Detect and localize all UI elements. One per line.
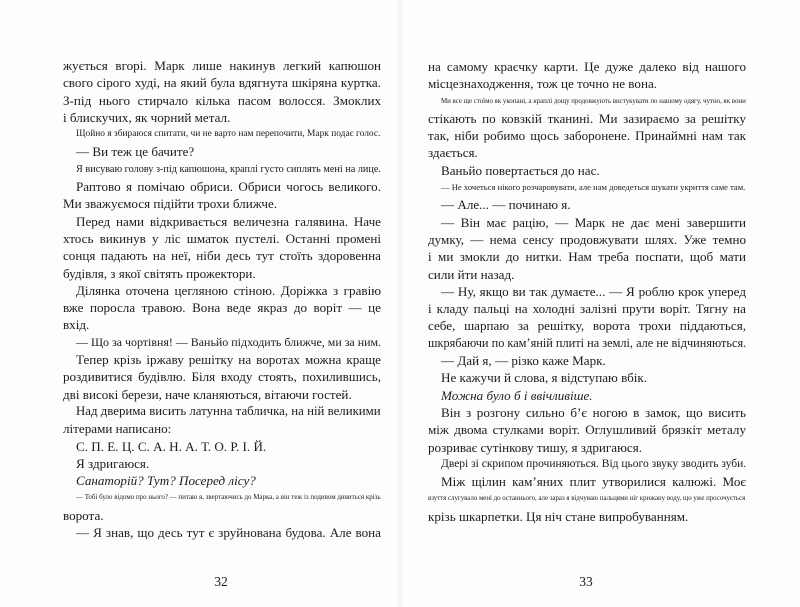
text-line: — Ви теж це бачите?	[76, 144, 195, 160]
right-page	[428, 58, 746, 525]
text-line: і кладу пальці на холодні залізні прути воріт. Тягну на	[428, 301, 746, 317]
text-line: будівля, з якої світять прожектори.	[63, 265, 256, 281]
text-line: Ваньйо повертається до нас.	[441, 162, 600, 178]
text-line: крізь шкарпетки. Ця ніч стане випробуванням.	[428, 508, 689, 524]
text-line: роздивитися будівлю. Біля входу стоять, похилившись,	[63, 369, 381, 385]
text-line: З-під нього стирчало кілька пасом волосся. Змоклих	[63, 92, 381, 108]
text-line: дві високі берези, наче кланяються, вітаючи гостей.	[63, 386, 352, 402]
text-line: на самому краєчку карти. Це дуже далеко від нашого	[428, 59, 746, 74]
page-number-left: 32	[214, 574, 228, 589]
text-line: — Тобі було відомо про нього? — питаю я, звертаючись до Марка, а він теж із подивом дивиться крізь	[76, 493, 381, 502]
text-line: Двері зі скрипом прочиняються. Від цього звуку зводить зуби.	[441, 457, 747, 470]
text-line: — Що за чортівня! — Ваньйо підходить ближче, ми за ним.	[76, 334, 382, 349]
text-line: стікають по ковзкій тканині. Ми зазираємо за решітку	[428, 110, 746, 126]
text-line: Санаторій? Тут? Посеред лісу?	[76, 473, 256, 489]
text-line: Можна було б і ввічливіше.	[441, 387, 593, 403]
text-line: ворота.	[63, 507, 104, 523]
text-line: свого сірого худі, на який була вдягнута шкіряна куртка.	[63, 75, 381, 91]
text-line: — Не хочеться нікого розчаровувати, але нам доведеться шукати укриття саме там.	[441, 182, 746, 193]
text-line: Ми все ще стоїмо як укопані, а краплі дощу продовжують вистукувати по нашому одягу, чутно, як вони	[441, 97, 746, 105]
text-line: Я здригаюся.	[76, 455, 150, 471]
text-line: Ділянка оточена цегляною стіною. Доріжка з гравію	[76, 282, 381, 298]
text-line: Тепер крізь іржаву решітку на воротах можна краще	[76, 352, 381, 368]
text-line: Він з розгону сильно б’є ногою в замок, що висить	[441, 404, 746, 420]
text-line: вхід.	[63, 317, 90, 333]
text-line: С. П. Е. Ц. С. А. Н. А. Т. О. Р. І. Й.	[76, 438, 267, 454]
left-page	[63, 57, 381, 541]
text-line: Перед нами відкривається величезна галявина. Наче	[76, 213, 381, 229]
text-line: сонця падають на неї, ніби десь тут стоїть здоровенна	[63, 248, 381, 264]
text-line: Ми зважуємося підійти трохи ближче.	[63, 196, 278, 212]
text-line: Не кажучи й слова, я відступаю вбік.	[441, 370, 648, 386]
text-line: місцезнаходження, тож це точно не вона.	[428, 76, 658, 92]
text-line: шкрябаючи по кам’яній плиті на землі, але не відчиняються.	[428, 335, 747, 350]
text-line: — Він має рацію, — Марк не дає мені завершити	[441, 214, 746, 230]
text-line: взуття слугувало мені до останнього, але зараз я відчуваю пальцями ніг крижану воду, що уже просочується	[428, 495, 746, 503]
text-line: жується вгорі. Марк лише накинув легкий капюшон	[63, 58, 381, 73]
text-line: — Я знав, що десь тут є зруйнована будова. Але вона	[76, 525, 381, 541]
text-line: і ми змокли до нитки. Нам треба поспати, щоб мати	[428, 249, 746, 265]
text-line: здається.	[428, 145, 478, 161]
page-number-right: 33	[579, 574, 593, 589]
text-line: хтось викинув у ліс шматок пустелі. Останні промені	[63, 230, 381, 246]
text-line: розриває сутінкову тишу, я здригаюся.	[428, 439, 642, 455]
text-line: Раптово я помічаю обриси. Обриси чогось великого.	[76, 179, 381, 195]
text-line: Щойно я збираюся спитати, чи не варто нам перепочити, Марк подає голос.	[76, 129, 381, 140]
text-line: між двома стулками воріт. Оглушливий брязкіт металу	[428, 422, 746, 438]
text-line: себе, шарпаю за решітку, ворота трохи піддаються,	[428, 318, 746, 334]
text-line: Між щілин кам’яних плит утворилися калюжі. Моє	[441, 474, 746, 490]
text-line: — Ну, якщо ви так думаєте... — Я роблю крок уперед	[441, 283, 746, 299]
text-line: Я висуваю голову з-під капюшона, краплі густо сиплять мені на лице.	[76, 163, 381, 175]
text-line: — Дай я, — різко каже Марк.	[441, 353, 606, 369]
text-line: так, ніби робимо щось заборонене. Принаймні нам так	[428, 128, 746, 144]
text-line: і блискучих, як чорний метал.	[63, 109, 231, 125]
text-line: думку, — нема сенсу продовжувати шлях. Уже темно	[428, 231, 746, 247]
text-line: Над дверима висить латунна табличка, на ній великими	[76, 403, 381, 418]
text-line: сили йти назад.	[428, 266, 515, 282]
text-line: — Але... — починаю я.	[441, 197, 571, 213]
text-line: літерами написано:	[63, 421, 172, 437]
text-line: вже поросла травою. Вона веде якраз до воріт — це	[63, 300, 381, 316]
book-gutter	[396, 0, 404, 607]
